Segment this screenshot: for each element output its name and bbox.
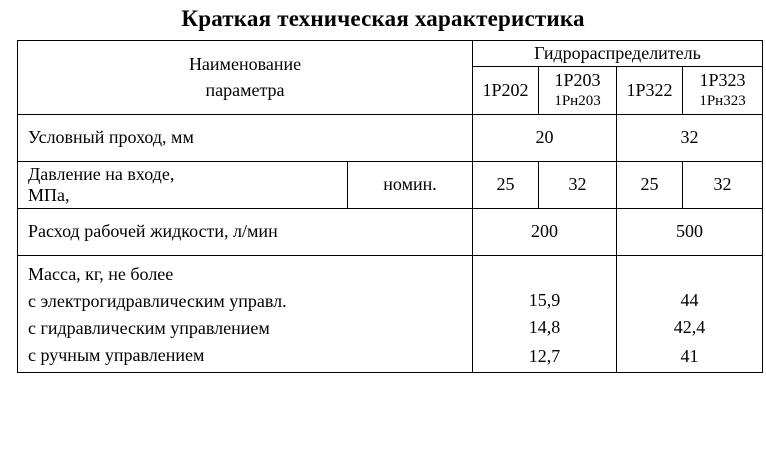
value-flow-rate-500: 500 [617,208,763,255]
header-param-name-line1: Наименование [188,54,302,75]
value-mass-electrohydraulic-1: 15,9 [473,287,617,314]
header-column-1 [473,67,539,115]
mass-heading-spacer-right [617,255,763,287]
row-label-mass-manual: с ручным управлением [18,341,473,373]
header-column-2-main: 1Р203 [554,70,601,90]
row-label-nominal-bore: Условный проход, мм [18,114,473,161]
row-label-inlet-pressure [18,161,348,208]
header-group-label: Гидрораспределитель [473,41,763,67]
mass-heading-spacer-left [473,255,617,287]
header-column-4-sub: 1Рн323 [699,93,746,110]
value-nominal-bore-20: 20 [473,114,617,161]
value-mass-electrohydraulic-2: 44 [617,287,763,314]
table-row-mass-heading [18,255,763,287]
row-label-mass-hydraulic: с гидравлическим управлением [18,314,473,341]
table-row-flow-rate [18,208,763,255]
header-column-2-sub: 1Рн203 [554,93,601,110]
value-nominal-bore-32: 32 [617,114,763,161]
value-flow-rate-200: 200 [473,208,617,255]
value-inlet-pressure-2: 32 [539,161,617,208]
header-column-4 [683,67,763,115]
header-column-3 [617,67,683,115]
header-column-4-main: 1Р323 [699,70,746,90]
page-title: Краткая техническая характеристика [181,6,585,31]
value-mass-manual-2: 41 [617,341,763,373]
header-column-2 [539,67,617,115]
header-column-3-main: 1Р322 [626,79,673,100]
table-row-mass-hydraulic [18,314,763,341]
row-label-flow-rate: Расход рабочей жидкости, л/мин [18,208,473,255]
row-label-mass-heading: Масса, кг, не более [18,255,473,287]
table-row-mass-electrohydraulic [18,287,763,314]
value-inlet-pressure-4: 32 [683,161,763,208]
header-param-name-line2: параметра [205,80,285,101]
value-mass-hydraulic-1: 14,8 [473,314,617,341]
value-inlet-pressure-1: 25 [473,161,539,208]
specification-table [17,40,763,373]
row-sublabel-inlet-pressure: номин. [348,161,473,208]
row-label-inlet-pressure-line2: МПа, [28,184,70,205]
table-header-row-1 [18,41,763,67]
header-column-1-main: 1Р202 [482,79,529,100]
value-mass-manual-1: 12,7 [473,341,617,373]
value-mass-hydraulic-2: 42,4 [617,314,763,341]
table-row-nominal-bore [18,114,763,161]
table-row-mass-manual [18,341,763,373]
row-label-mass-electrohydraulic: с электрогидравлическим управл. [18,287,473,314]
header-param-name [18,41,473,115]
table-row-inlet-pressure [18,161,763,208]
value-inlet-pressure-3: 25 [617,161,683,208]
row-label-inlet-pressure-line1: Давление на входе, [28,163,175,184]
